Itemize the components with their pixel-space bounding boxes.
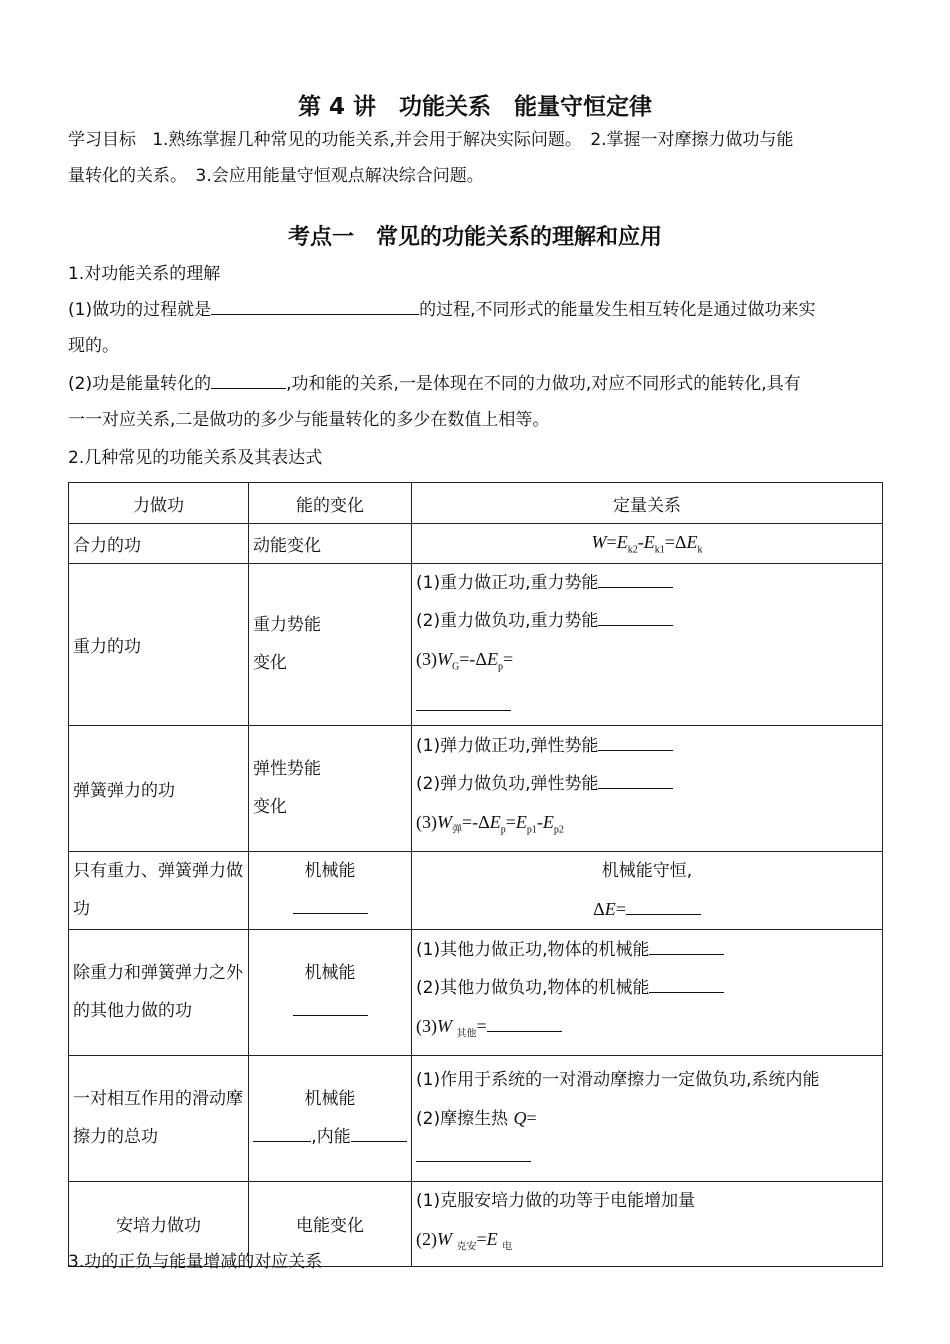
energy-cell: 电能变化 [249,1181,412,1267]
item1-p2-line2: 一一对应关系,二是做功的多少与能量转化的多少在数值上相等。 [68,410,550,430]
item1-p2-end: ,功和能的关系,一是体现在不同的力做功,对应不同形式的能转化,具有 [286,374,801,394]
fill-blank[interactable] [487,1013,562,1032]
formula-op: = [476,1015,487,1036]
formula-symbol: E [686,531,698,552]
formula-symbol: E [604,899,616,920]
energy-cell [249,851,412,929]
fill-blank[interactable] [351,1123,407,1142]
fill-blank[interactable] [293,895,368,914]
formula-symbol: W [591,531,607,552]
table-row [69,564,883,726]
energy-cell [249,1055,412,1181]
formula-sub: k1 [654,544,665,556]
table-row [69,1055,883,1181]
relation-line: 机械能守恒, [601,861,693,882]
formula-op: =-Δ [459,649,487,669]
force-cell: 只有重力、弹簧弹力做功 [69,851,249,929]
header-energy: 能的变化 [249,483,412,524]
header-relation: 定量关系 [412,483,883,524]
fill-blank[interactable] [649,974,724,993]
formula-op: = [502,649,514,669]
relation-line: (1)弹力做正功,弹性势能 [416,735,599,756]
force-cell: 除重力和弹簧弹力之外的其他力做的功 [69,929,249,1055]
relation-cell [412,725,883,851]
formula-sub: G [452,661,460,673]
relation-cell [412,851,883,929]
formula-op: = [606,531,617,552]
formula-sub: p2 [553,824,564,836]
formula-symbol: E [542,811,554,832]
formula-op: = [505,811,516,832]
formula-sub: k2 [627,544,638,556]
table-row [69,851,883,929]
force-cell: 弹簧弹力的功 [69,725,249,851]
energy-cell [249,929,412,1055]
header-force: 力做功 [69,483,249,524]
relation-cell [412,564,883,726]
energy-cell [249,564,412,726]
table-row [69,929,883,1055]
relation-cell [412,524,883,564]
item1-p1-end: 的过程,不同形式的能量发生相互转化是通过做功来实 [419,300,816,320]
formula-op: (3) [416,1015,437,1036]
formula-sub: 克安 [456,1241,477,1253]
formula-sub: p1 [526,824,537,836]
formula-sub: k [697,544,703,556]
relation-line: (1)其他力做正功,物体的机械能 [416,939,650,960]
formula-symbol: E [515,811,527,832]
energy-cell [249,725,412,851]
formula-op: - [637,531,644,552]
formula-symbol: E [486,1228,498,1249]
relation-cell [412,1055,883,1181]
goals-line2: 量转化的关系。 3.会应用能量守恒观点解决综合问题。 [68,166,484,186]
formula-sub: p [497,661,503,673]
formula-sub: p [500,824,506,836]
item1-p1-start: (1)做功的过程就是 [68,300,212,320]
table-row [69,725,883,851]
fill-blank[interactable] [416,1143,531,1162]
energy-line: 机械能 [304,861,356,882]
energy-line: 弹性势能 [253,759,321,780]
formula-op: (2) [416,1228,437,1249]
section-title: 考点一 常见的功能关系的理解和应用 [287,225,662,250]
learning-goals [68,122,883,194]
energy-line: 机械能 [304,963,356,984]
fill-blank[interactable] [211,370,286,389]
formula-symbol: Q [513,1107,527,1128]
formula-symbol: W [437,1228,452,1249]
formula-op: (3) [416,811,437,832]
relation-line: (2)摩擦生热 [416,1108,509,1129]
formula-op: = [526,1107,537,1128]
fill-blank[interactable] [598,569,673,588]
formula-sub: 其他 [456,1028,477,1040]
item1-p2-start: (2)功是能量转化的 [68,374,212,394]
formula-symbol: E [616,531,628,552]
relation-line: (2)弹力做负功,弹性势能 [416,773,599,794]
formula-symbol: W [437,649,452,669]
formula-sub: 电 [502,1241,513,1253]
formula-op: = [615,899,626,920]
item2-heading: 2.几种常见的功能关系及其表达式 [68,448,323,468]
page-title: 第 4 讲 功能关系 能量守恒定律 [297,94,653,120]
formula-op: - [536,811,543,832]
fill-blank[interactable] [293,997,368,1016]
force-cell: 安培力做功 [69,1181,249,1267]
formula-symbol: E [643,531,655,552]
energy-line: 变化 [253,653,287,674]
item1-paragraph2 [68,366,883,438]
energy-line: ,内能 [311,1127,351,1148]
formula-symbol: W [437,1015,452,1036]
item3-heading: 3.功的正负与能量增减的对应关系 [68,1252,323,1272]
formula-symbol: E [486,649,498,669]
fill-blank[interactable] [598,607,673,626]
relation-line: (1)克服安培力做的功等于电能增加量 [416,1190,696,1211]
formula-op: =-Δ [462,811,490,832]
formula-op: (3) [416,649,437,669]
goals-label: 学习目标 [68,130,136,150]
table-row [69,524,883,564]
item1-paragraph1 [68,292,883,364]
fill-blank[interactable] [211,296,419,315]
fill-blank[interactable] [416,692,511,711]
formula-op: =Δ [664,531,687,552]
relation-line: (2)其他力做负功,物体的机械能 [416,977,650,998]
formula-op: = [476,1228,487,1249]
fill-blank[interactable] [649,936,724,955]
energy-line: 变化 [253,797,287,818]
fill-blank[interactable] [598,732,673,751]
energy-line: 机械能 [304,1089,356,1110]
table-header-row [69,483,883,524]
energy-cell: 动能变化 [249,524,412,564]
work-energy-table [68,482,883,1267]
relation-line: (2)重力做负功,重力势能 [416,611,599,631]
fill-blank[interactable] [626,896,701,915]
formula-symbol: E [489,811,501,832]
relation-cell [412,929,883,1055]
goals-line1: 1.熟练掌握几种常见的功能关系,并会用于解决实际问题。 2.掌握一对摩擦力做功与能 [152,130,794,150]
formula-symbol: W [437,811,452,832]
energy-line: 重力势能 [253,615,321,636]
fill-blank[interactable] [253,1123,311,1142]
relation-line: (1)重力做正功,重力势能 [416,573,599,593]
item1-heading: 1.对功能关系的理解 [68,264,221,284]
fill-blank[interactable] [598,770,673,789]
force-cell: 一对相互作用的滑动摩擦力的总功 [69,1055,249,1181]
formula-op: Δ [593,899,605,920]
item1-p1-line2: 现的。 [68,336,119,356]
formula-sub: 弹 [452,824,462,836]
force-cell: 合力的功 [69,524,249,564]
force-cell: 重力的功 [69,564,249,726]
relation-line: (1)作用于系统的一对滑动摩擦力一定做负功,系统内能 [416,1069,820,1090]
